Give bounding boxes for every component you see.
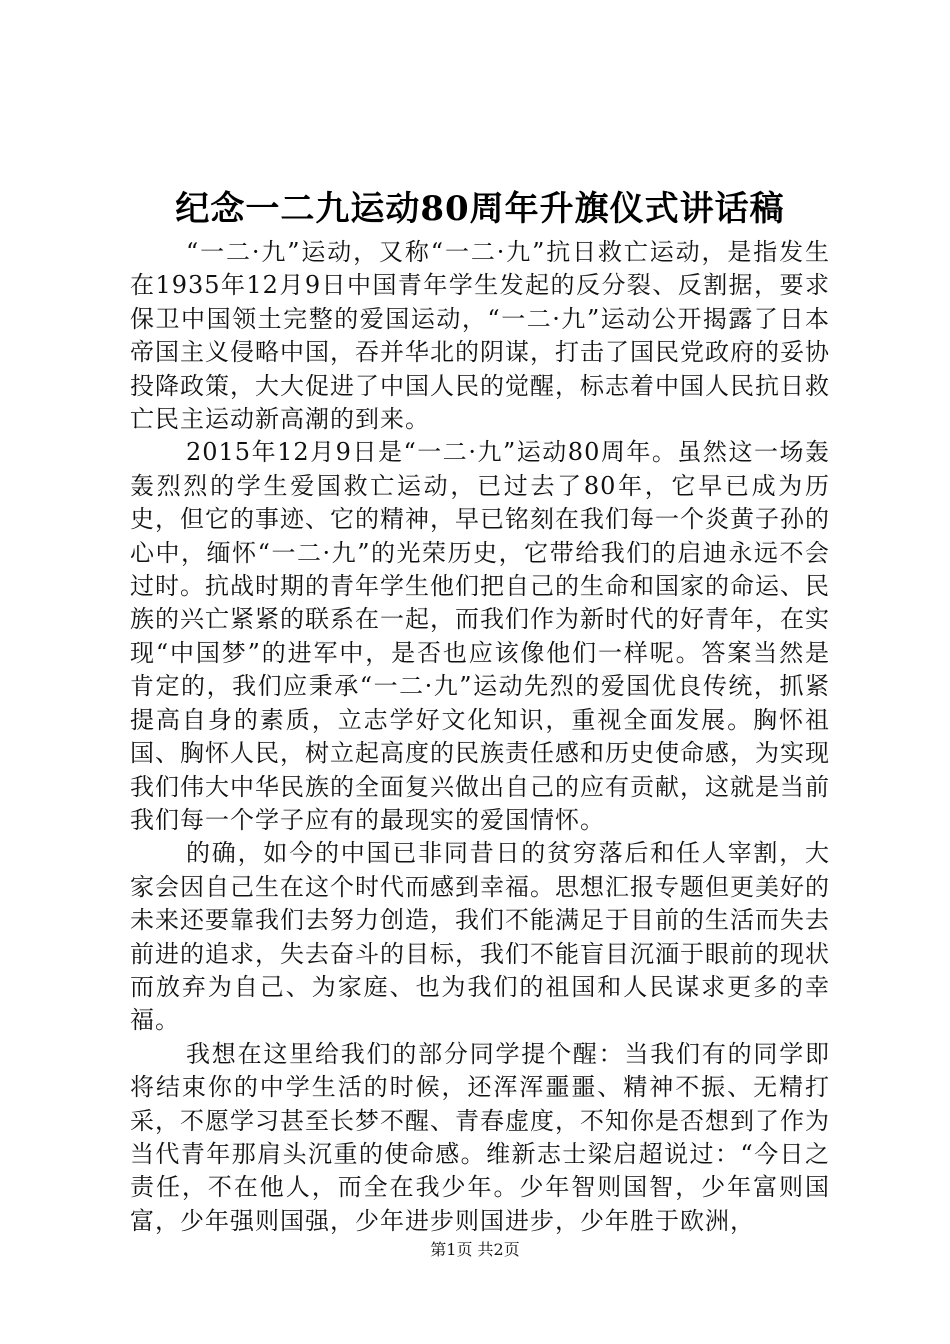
document-title: 纪念一二九运动80周年升旗仪式讲话稿 <box>175 189 785 229</box>
paragraph-2: 2015年12月9日是“一二·九”运动80周年。虽然这一场轰轰烈烈的学生爱国救亡运动，已过去了80年，它早已成为历史，但它的事迹、它的精神，早已铭刻在我们每一个炎黄子孙的心中，缅怀“一二·九”的光荣历史，它带给我们的启迪永远不会过时。抗战时期的青年学生他们把自己的生命和国家的命运、民族的兴亡紧紧的联系在一起，而我们作为新时代的好青年，在实现“中国梦”的进军中，是否也应该像他们一样呢。答案当然是肯定的，我们应秉承“一二·九”运动先烈的爱国优良传统，抓紧提高自身的素质，立志学好文化知识，重视全面发展。胸怀祖国、胸怀人民，树立起高度的民族责任感和历史使命感，为实现我们伟大中华民族的全面复兴做出自己的应有贡献，这就是当前我们每一个学子应有的最现实的爱国情怀。 <box>130 438 830 834</box>
paragraph-3: 的确，如今的中国已非同昔日的贫穷落后和任人宰割，大家会因自己生在这个时代而感到幸福。思想汇报专题但更美好的未来还要靠我们去努力创造，我们不能满足于目前的生活而失去前进的追求，失去奋斗的目标，我们不能盲目沉湎于眼前的现状而放弃为自己、为家庭、也为我们的祖国和人民谋求更多的幸福。 <box>130 839 830 1035</box>
document-body <box>130 236 830 1238</box>
page-number-footer: 第1页 共2页 <box>430 1240 520 1259</box>
paragraph-4: 我想在这里给我们的部分同学提个醒：当我们有的同学即将结束你的中学生活的时候，还浑浑噩噩、精神不振、无精打采，不愿学习甚至长梦不醒、青春虚度，不知你是否想到了作为当代青年那肩头沉重的使命感。维新志士梁启超说过：“今日之责任，不在他人，而全在我少年。少年智则国智，少年富则国富，少年强则国强，少年进步则国进步，少年胜于欧洲， <box>130 1039 830 1235</box>
paragraph-1: “一二·九”运动，又称“一二·九”抗日救亡运动，是指发生在1935年12月9日中国青年学生发起的反分裂、反割据，要求保卫中国领土完整的爱国运动，“一二·九”运动公开揭露了日本帝国主义侵略中国，吞并华北的阴谋，打击了国民党政府的妥协投降政策，大大促进了中国人民的觉醒，标志着中国人民抗日救亡民主运动新高潮的到来。 <box>130 238 830 434</box>
